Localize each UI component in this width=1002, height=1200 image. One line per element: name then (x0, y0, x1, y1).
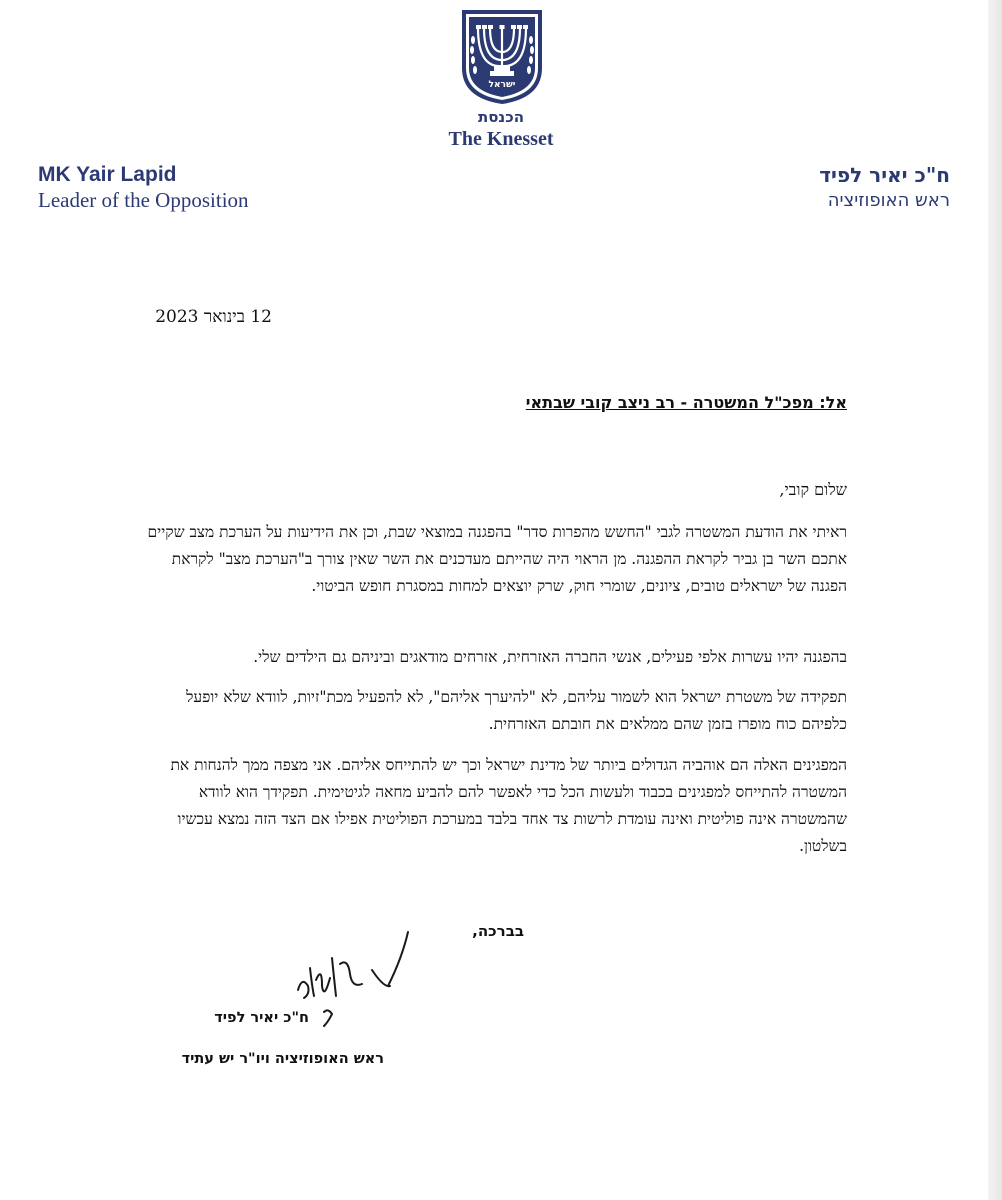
paragraph: ראיתי את הודעת המשטרה לגבי "החשש מהפרות סדר" בהפגנה במוצאי שבת, וכן את הידיעות על הערכת מצב שקיים אתכם השר בן גביר לקראת ההפגנה. מן הראוי היה שהייתם מעדכנים את השר שאין צורך ב"הערכת מצב" לקראת הפגנה של ישראלים טובים, ציונים, שומרי חוק, שרק יוצאים למחות במסגרת חופש הביטוי. (147, 523, 847, 595)
signatory-name: ח"כ יאיר לפיד (214, 1010, 309, 1026)
emblem-caption: ישראל (488, 80, 516, 90)
paragraph: בהפגנה יהיו עשרות אלפי פעילים, אנשי החברה האזרחית, אזרחים מודאגים וביניהם גם הילדים שלי. (253, 648, 847, 666)
sender-title-english: Leader of the Opposition (38, 188, 249, 212)
signatory-title: ראש האופוזיציה ויו"ר יש עתיד (181, 1051, 384, 1067)
letter-date: 12 בינואר 2023 (155, 307, 272, 327)
paragraph: המפגינים האלה הם אוהביה הגדולים ביותר של מדינת ישראל וכך יש להתייחס אליהם. אני מצפה ממך להנחות את המשטרה להתייחס למפגינים בכבוד ולעשות הכל כדי לאפשר להם להביע מחאה לגיטימית. תפקידך הוא לוודא שהמשטרה אינה פוליטית ואינה עומדת לרשות צד אחד בלבד במערכת הפוליטית אפילו אם הצד הזה נמצא עכשיו בשלטון. (170, 756, 847, 855)
letter-addressee: אל: מפכ"ל המשטרה - רב ניצב קובי שבתאי (525, 393, 847, 412)
paper-edge (988, 0, 1002, 1200)
sender-title-hebrew: ראש האופוזיציה (827, 190, 950, 211)
letter-greeting: שלום קובי, (779, 480, 847, 499)
knesset-emblem-icon (456, 6, 548, 106)
letter-closing: בברכה, (472, 922, 524, 940)
institution-name-hebrew: הכנסת (477, 108, 525, 126)
sender-name-hebrew: ח"כ יאיר לפיד (819, 163, 950, 187)
sender-name-english: MK Yair Lapid (38, 163, 177, 186)
institution-name-english: The Knesset (448, 128, 554, 150)
paragraph: תפקידה של משטרת ישראל הוא לשמור עליהם, לא "להיערך אליהם", לא להפעיל מכת"זיות, לוודא שלא יופעל כלפיהם כוח מופרז בזמן שהם ממלאים את חובתם האזרחית. (186, 688, 847, 733)
